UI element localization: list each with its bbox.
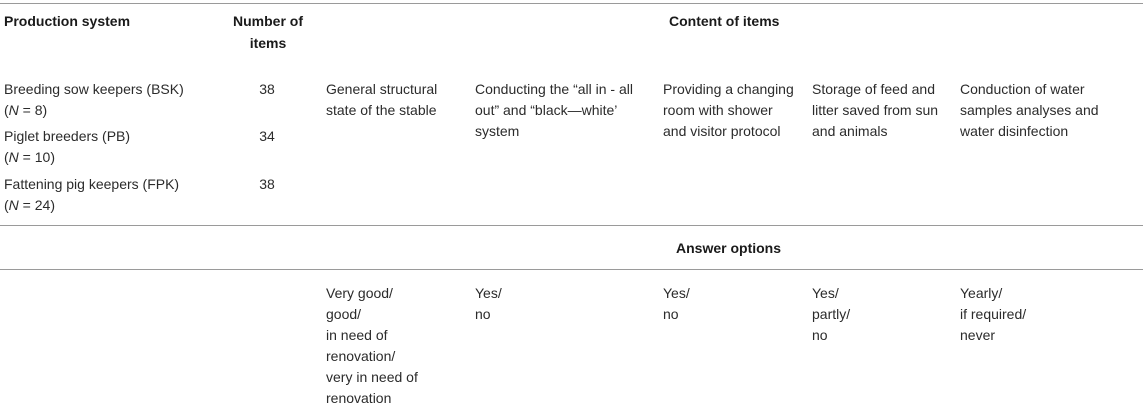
answer-line: if required/: [960, 306, 1027, 322]
answer-col-4: [812, 283, 850, 346]
n-symbol: N: [8, 149, 19, 165]
answer-line: never: [960, 327, 996, 343]
content-line: General structural: [326, 81, 438, 97]
answer-line: in need of: [326, 327, 388, 343]
answer-line: no: [475, 306, 491, 322]
answer-options-title: Answer options: [676, 240, 782, 256]
content-line: out” and “black—white’: [475, 102, 618, 118]
answer-line: Yes/: [812, 285, 839, 301]
row-pb-name: Piglet breeders (PB): [4, 128, 131, 144]
content-line: Providing a changing: [663, 81, 794, 97]
content-col-5: [960, 79, 1099, 142]
content-line: Conduction of water: [960, 81, 1085, 97]
header-number-of-items-2: items: [249, 35, 287, 51]
answer-line: Very good/: [326, 285, 393, 301]
rule-top: [0, 3, 1143, 4]
content-line: litter saved from sun: [812, 102, 939, 118]
row-pb-n: (N = 10): [4, 149, 55, 165]
n-symbol: N: [8, 102, 19, 118]
answer-line: no: [812, 327, 828, 343]
n-symbol: N: [8, 197, 19, 213]
n-value: = 24): [18, 197, 55, 213]
answer-line: Yes/: [475, 285, 502, 301]
answer-line: renovation/: [326, 348, 396, 364]
header-number-of-items-1: Number of: [233, 13, 303, 29]
header-production-system: Production system: [4, 13, 131, 29]
content-col-4: [812, 79, 938, 142]
answer-col-5: [960, 283, 1026, 346]
content-line: state of the stable: [326, 102, 437, 118]
row-bsk-name: Breeding sow keepers (BSK): [4, 81, 184, 97]
n-value: = 8): [18, 102, 48, 118]
answer-line: Yearly/: [960, 285, 1003, 301]
answer-line: no: [663, 306, 679, 322]
content-line: and animals: [812, 123, 888, 139]
content-col-3: [663, 79, 794, 142]
rule-middle: [0, 225, 1143, 226]
rule-answers: [0, 269, 1143, 270]
content-line: room with shower: [663, 102, 773, 118]
row-fpk-name: Fattening pig keepers (FPK): [4, 176, 180, 192]
answer-line: renovation: [326, 390, 392, 406]
content-col-2: [475, 79, 633, 142]
answer-line: partly/: [812, 306, 851, 322]
content-line: water disinfection: [960, 123, 1069, 139]
answer-col-1: [326, 283, 418, 406]
header-content-of-items: Content of items: [669, 13, 780, 29]
answer-col-2: [475, 283, 502, 325]
content-line: Storage of feed and: [812, 81, 935, 97]
n-value: = 10): [18, 149, 55, 165]
row-fpk-items: 38: [259, 176, 275, 192]
answer-line: very in need of: [326, 369, 418, 385]
row-pb-items: 34: [259, 128, 275, 144]
content-line: and visitor protocol: [663, 123, 781, 139]
row-fpk-n: (N = 24): [4, 197, 55, 213]
content-line: Conducting the “all in - all: [475, 81, 633, 97]
content-line: samples analyses and: [960, 102, 1099, 118]
row-bsk-n: (N = 8): [4, 102, 48, 118]
content-line: system: [475, 123, 520, 139]
content-col-1: [326, 79, 437, 121]
answer-col-3: [663, 283, 690, 325]
answer-line: Yes/: [663, 285, 690, 301]
answer-line: good/: [326, 306, 362, 322]
row-bsk-items: 38: [259, 81, 275, 97]
